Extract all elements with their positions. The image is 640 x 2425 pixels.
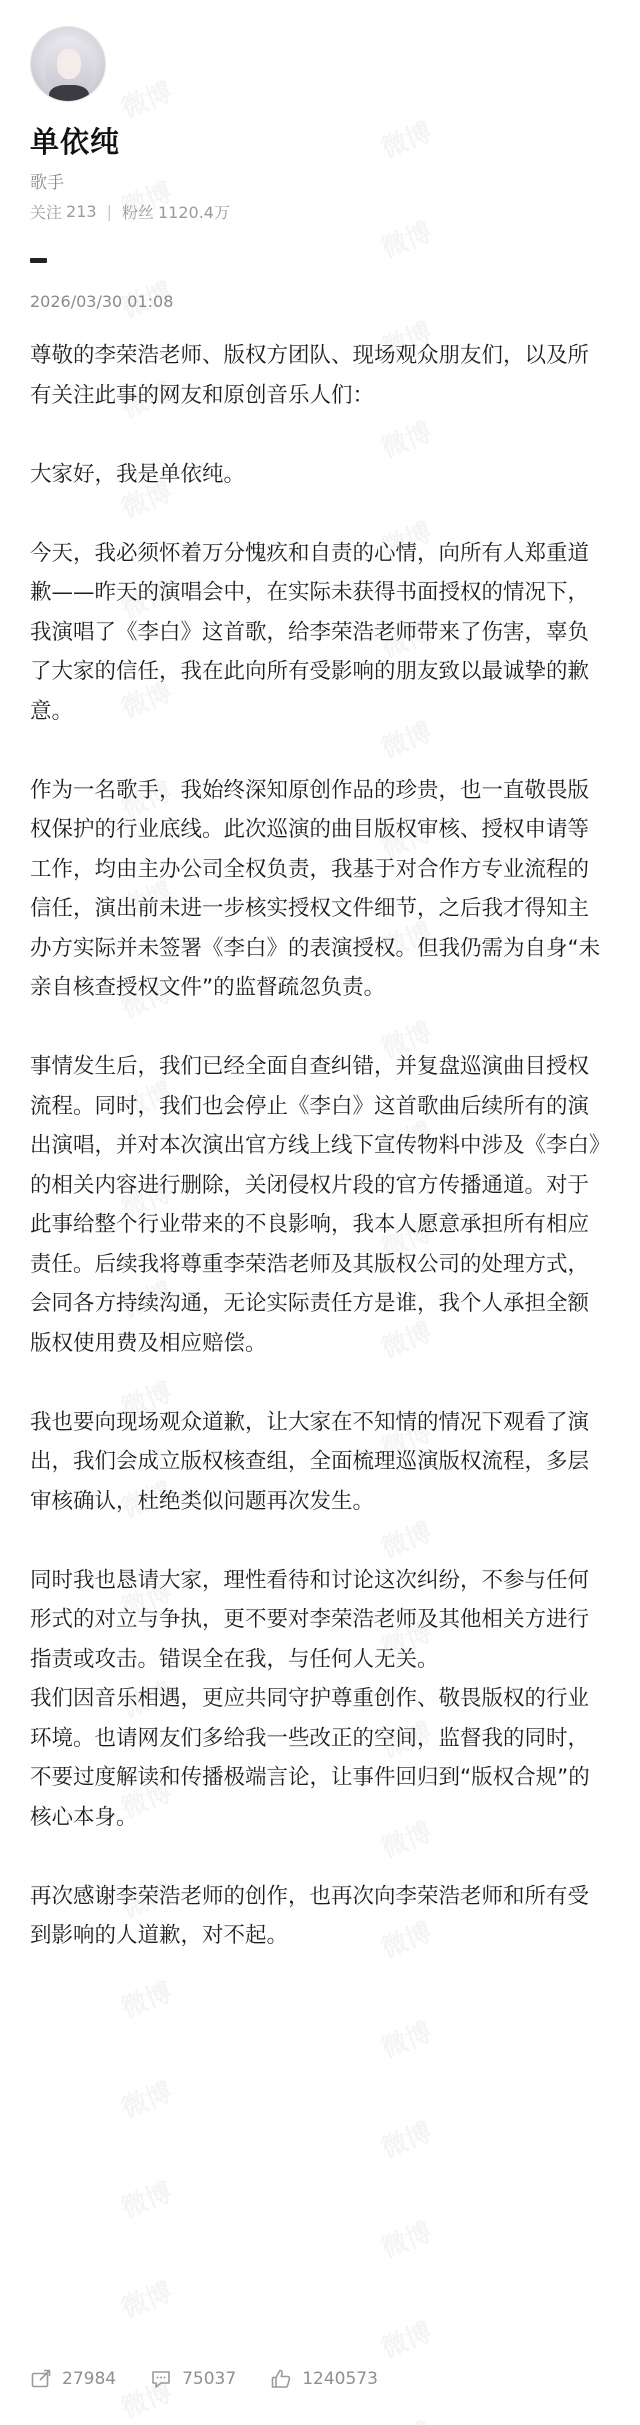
- weibo-watermark: [375, 112, 437, 166]
- following-count[interactable]: 213: [66, 202, 97, 221]
- like-count: 1240573: [302, 2369, 378, 2389]
- weibo-watermark: [375, 2212, 437, 2266]
- profile-name[interactable]: 单依纯: [30, 125, 121, 159]
- paragraph-spacer: [30, 415, 610, 455]
- like-button[interactable]: [270, 2368, 378, 2390]
- repost-count: 27984: [62, 2369, 117, 2389]
- following-label[interactable]: 关注: [30, 203, 63, 222]
- repost-button[interactable]: [30, 2368, 116, 2390]
- followers-label[interactable]: 粉丝: [121, 203, 154, 222]
- comment-count: 75037: [182, 2369, 237, 2389]
- profile-role: 歌手: [30, 173, 64, 193]
- paragraph-spacer: [30, 1008, 610, 1048]
- weibo-watermark: [115, 2172, 177, 2226]
- post-paragraph: 我们因音乐相遇，更应共同守护尊重创作、敬畏版权的行业环境。也请网友们多给我一些改正的空间，监督我的同时，不要过度解读和传播极端言论，让事件回归到“版权合规”的核心本身。: [30, 1686, 590, 1830]
- post-paragraph: 尊敬的李荣浩老师、版权方团队、现场观众朋友们，以及所有关注此事的网友和原创音乐人们：: [30, 343, 590, 408]
- weibo-watermark: [115, 72, 177, 126]
- paragraph-spacer: [30, 731, 610, 771]
- avatar[interactable]: [30, 26, 106, 102]
- post-paragraph: 再次感谢李荣浩老师的创作，也再次向李荣浩老师和所有受到影响的人道歉，对不起。: [30, 1883, 590, 1948]
- paragraph-spacer: [30, 1521, 610, 1561]
- paragraph-spacer: [30, 1837, 610, 1877]
- profile-stats: [30, 200, 230, 223]
- followers-count[interactable]: 1120.4万: [157, 203, 230, 222]
- weibo-watermark: [375, 212, 437, 266]
- thumbs-up-icon: [270, 2368, 292, 2390]
- weibo-watermark: [115, 2272, 177, 2326]
- post-paragraph: 作为一名歌手，我始终深知原创作品的珍贵，也一直敬畏版权保护的行业底线。此次巡演的曲目版权审核、授权申请等工作，均由主办公司全权负责，我基于对合作方专业流程的信任，演出前未进一步核实授权文件细节，之后我才得知主办方实际并未签署《李白》的表演授权。但我仍需为自身“未亲自核查授权文件”的监督疏忽负责。: [30, 777, 601, 1000]
- post-paragraph: 今天，我必须怀着万分愧疚和自责的心情，向所有人郑重道歉——昨天的演唱会中，在实际未获得书面授权的情况下，我演唱了《李白》这首歌，给李荣浩老师带来了伤害，辜负了大家的信任，我在此向所有受影响的朋友致以最诚挚的歉意。: [30, 540, 590, 724]
- section-divider: [30, 258, 47, 263]
- weibo-watermark: [375, 2412, 437, 2425]
- post-paragraph: 大家好，我是单依纯。: [30, 461, 246, 487]
- weibo-watermark: [115, 1972, 177, 2026]
- post-content: [30, 336, 610, 1956]
- post-paragraph: 事情发生后，我们已经全面自查纠错，并复盘巡演曲目授权流程。同时，我们也会停止《李白》这首歌曲后续所有的演出演唱，并对本次演出官方线上线下宣传物料中涉及《李白》的相关内容进行删除，关闭侵权片段的官方传播通道。对于此事给整个行业带来的不良影响，我本人愿意承担所有相应责任。后续我将尊重李荣浩老师及其版权公司的处理方式，会同各方持续沟通，无论实际责任方是谁，我个人承担全额版权使用费及相应赔偿。: [30, 1054, 600, 1356]
- post-timestamp: 2026/03/30 01:08: [30, 292, 174, 311]
- stats-divider: |: [106, 202, 112, 221]
- post-paragraph: 同时我也恳请大家，理性看待和讨论这次纠纷，不参与任何形式的对立与争执，更不要对李荣浩老师及其他相关方进行指责或攻击。错误全在我，与任何人无关。: [30, 1567, 590, 1672]
- paragraph-spacer: [30, 1363, 610, 1403]
- repost-icon: [30, 2368, 52, 2390]
- weibo-watermark: [375, 2112, 437, 2166]
- paragraph-spacer: [30, 494, 610, 534]
- comment-button[interactable]: [150, 2368, 236, 2390]
- comment-icon: [150, 2368, 172, 2390]
- weibo-watermark: [375, 2012, 437, 2066]
- weibo-watermark: [115, 2072, 177, 2126]
- weibo-watermark: [375, 2312, 437, 2366]
- action-bar: [30, 2368, 412, 2390]
- post-paragraph: 我也要向现场观众道歉，让大家在不知情的情况下观看了演出，我们会成立版权核查组，全面梳理巡演版权流程，多层审核确认，杜绝类似问题再次发生。: [30, 1409, 590, 1514]
